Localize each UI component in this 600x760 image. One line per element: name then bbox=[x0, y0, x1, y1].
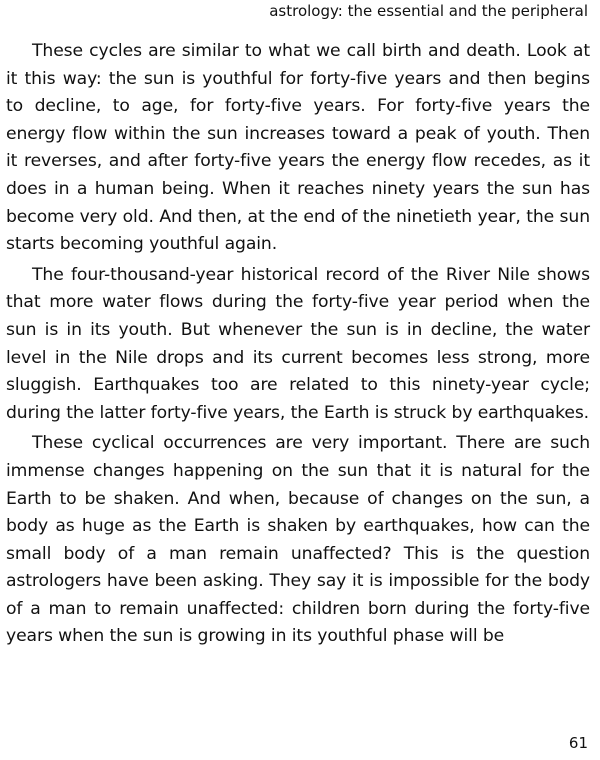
paragraph-2: The four-thousand-year historical record of the River Nile shows that more water flows during the forty-five year period when the sun is in its youth. But whenever the sun is in decline, the water level in the Nile drops and its current becomes less strong, more sluggish. Earthquakes too are related to this ninety-year cycle; during the latter forty-five years, the Earth is struck by earthquakes. bbox=[6, 264, 590, 423]
running-header: astrology: the essential and the peripheral bbox=[269, 2, 588, 20]
paragraph-3: These cyclical occurrences are very important. There are such immense changes happening on the sun that it is natural for the Earth to be shaken. And when, because of changes on the sun, a body as huge as the Earth is shaken by earthquakes, how can the small body of a man remain unaffected? This is the question astrologers have been asking. They say it is impossible for the body of a man to remain unaffected: children born during the forty-five years when the sun is growing in its youthful phase will be bbox=[6, 433, 590, 647]
page-number: 61 bbox=[568, 734, 588, 752]
page-body bbox=[6, 38, 590, 651]
paragraph-1: These cycles are similar to what we call birth and death. Look at it this way: the sun is youthful for forty-five years and then begins to decline, to age, for forty-five years. For forty-five years the energy flow within the sun increases toward a peak of youth. Then it reverses, and after forty-five years the energy flow recedes, as it does in a human being. When it reaches ninety years the sun has become very old. And then, at the end of the ninetieth year, the sun starts becoming youthful again. bbox=[6, 41, 590, 255]
